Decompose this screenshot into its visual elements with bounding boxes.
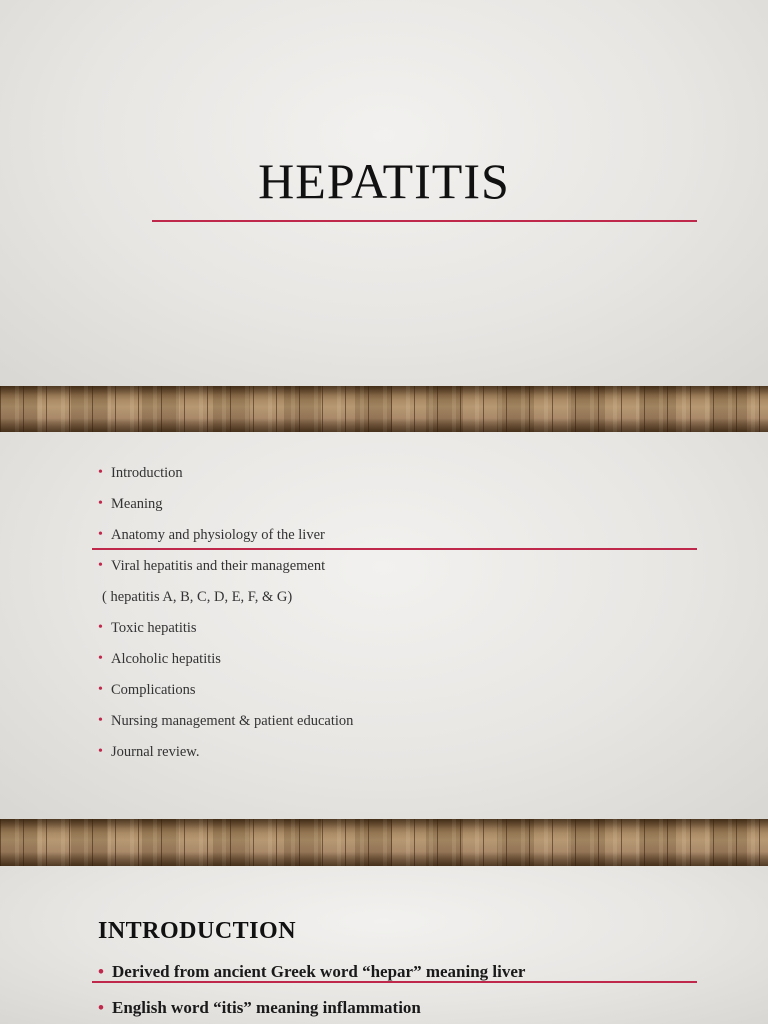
point-emphasis: inflammation [322, 998, 421, 1017]
list-item-text: Anatomy and physiology of the liver [111, 527, 325, 543]
list-item-text: Toxic hepatitis [111, 620, 197, 636]
point-text: English word “itis” meaning [112, 998, 323, 1017]
title-underline [152, 220, 697, 222]
list-item [98, 462, 353, 493]
wood-floor-divider [0, 386, 768, 432]
contents-list [98, 462, 353, 772]
list-item [98, 617, 353, 648]
list-item-text: Alcoholic hepatitis [111, 651, 221, 667]
list-item [98, 960, 525, 996]
list-item [98, 679, 353, 710]
list-item-text: Nursing management & patient education [111, 713, 354, 729]
slide-title-heading: HEPATITIS [258, 153, 510, 209]
list-item [98, 586, 353, 617]
slide-contents [0, 432, 768, 819]
list-item [98, 524, 353, 555]
list-item [98, 741, 353, 772]
list-item [98, 555, 353, 586]
point-text: Derived from ancient Greek word “hepar” meaning [112, 962, 493, 981]
slide-title [0, 0, 768, 386]
list-item-text: Introduction [111, 465, 183, 481]
introduction-list [98, 960, 525, 1024]
introduction-heading: INTRODUCTION [98, 918, 297, 944]
list-item [98, 493, 353, 524]
list-item [98, 648, 353, 679]
list-item-text: Viral hepatitis and their management [111, 558, 326, 574]
list-item-text: Complications [111, 682, 196, 698]
list-item-text: Meaning [111, 496, 163, 512]
wood-floor-divider [0, 819, 768, 866]
slide-introduction [0, 866, 768, 1024]
list-item [98, 710, 353, 741]
list-item-text: Journal review. [111, 744, 200, 760]
list-item [98, 996, 525, 1024]
list-item-text: ( hepatitis A, B, C, D, E, F, & G) [102, 589, 293, 605]
point-emphasis: liver [492, 962, 526, 981]
